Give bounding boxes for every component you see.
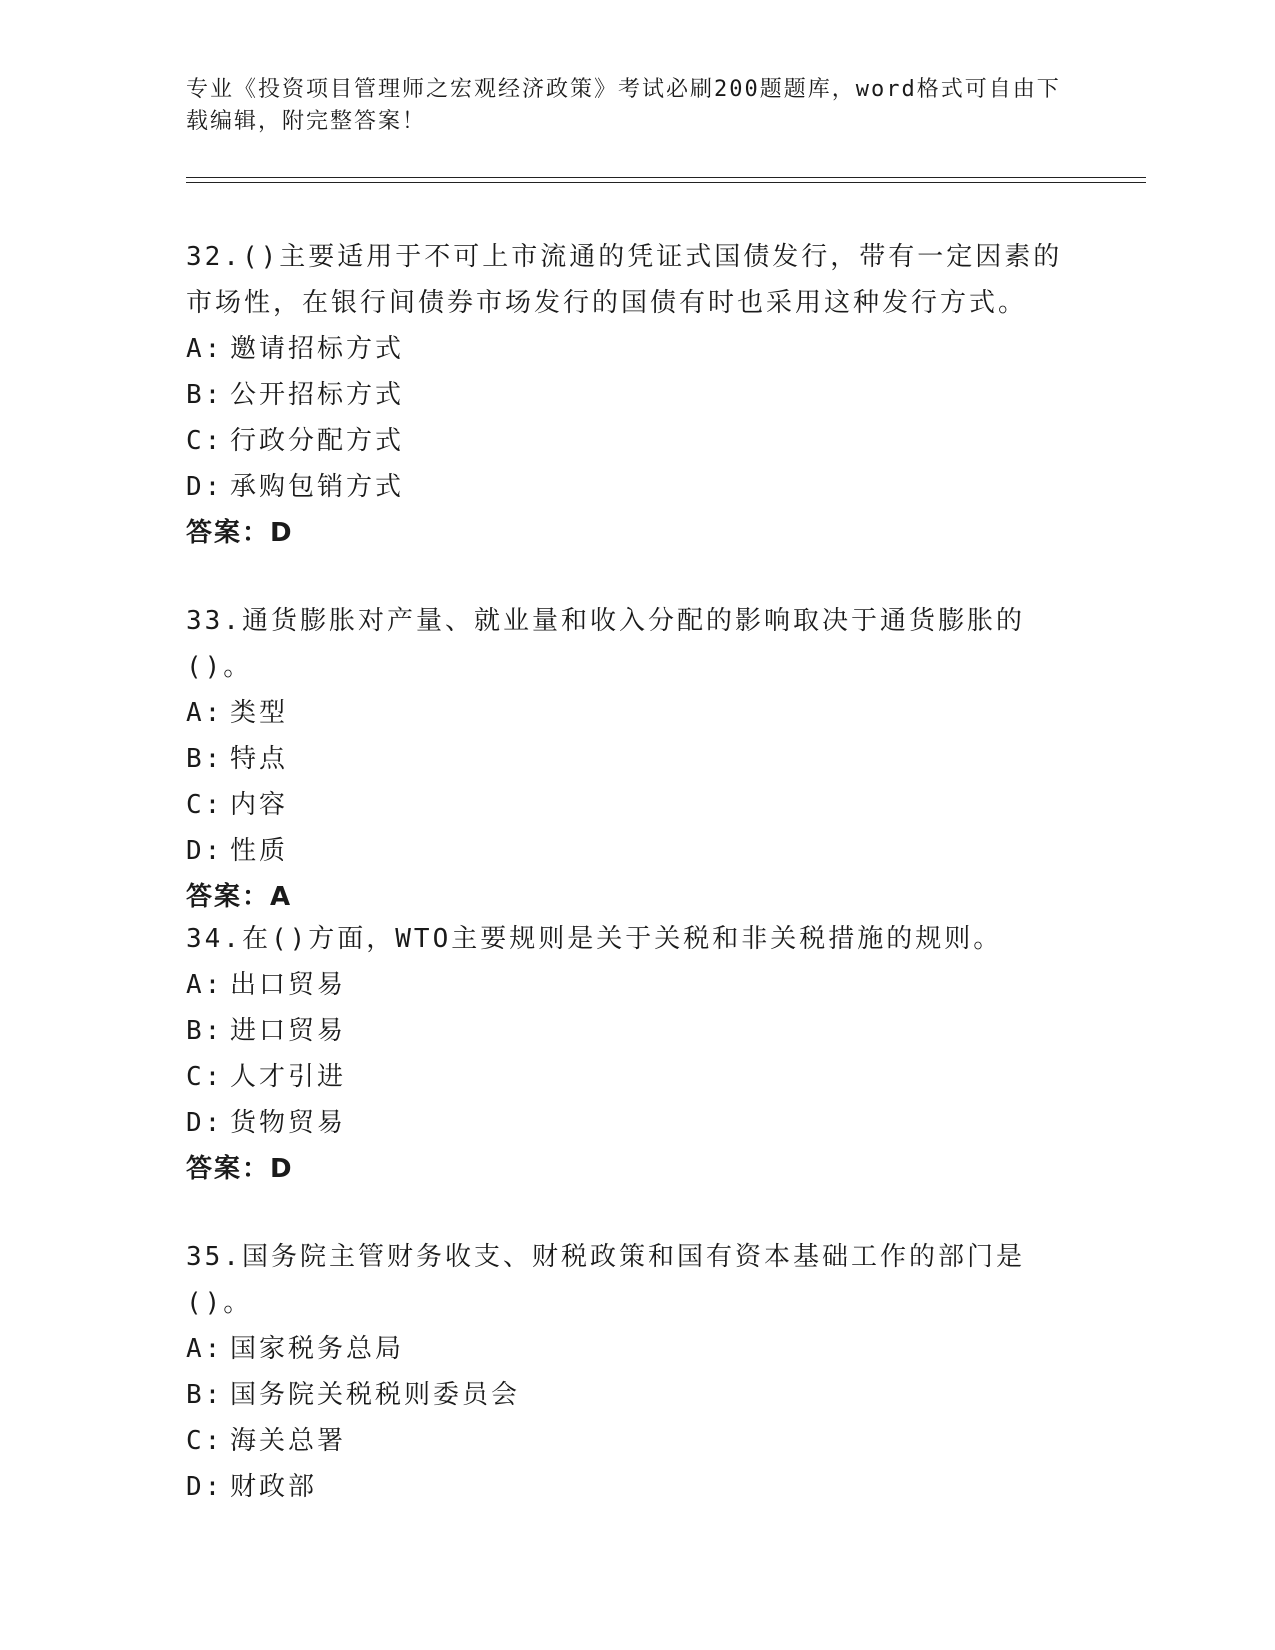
question-35 (186, 1234, 1086, 1510)
option-d (186, 1100, 1086, 1146)
option-c (186, 418, 1086, 464)
header-divider-bottom (186, 182, 1146, 183)
option-key: B: (186, 380, 224, 410)
option-key: A: (186, 970, 224, 1000)
option-text: 出口贸易 (230, 970, 347, 1000)
option-key: D: (186, 1108, 224, 1138)
option-text: 邀请招标方式 (230, 334, 405, 364)
option-text: 内容 (230, 790, 289, 820)
header-divider-top (186, 177, 1146, 178)
option-c (186, 782, 1086, 828)
question-34 (186, 916, 1086, 1192)
question-32 (186, 234, 1086, 556)
option-a (186, 1326, 1086, 1372)
option-key: C: (186, 1062, 224, 1092)
option-key: B: (186, 1380, 224, 1410)
option-key: C: (186, 790, 224, 820)
option-text: 行政分配方式 (230, 426, 405, 456)
answer: 答案：D (186, 1154, 294, 1184)
option-key: B: (186, 1016, 224, 1046)
option-text: 货物贸易 (230, 1108, 347, 1138)
option-text: 公开招标方式 (230, 380, 405, 410)
option-a (186, 962, 1086, 1008)
option-text: 承购包销方式 (230, 472, 405, 502)
option-key: D: (186, 836, 224, 866)
option-key: D: (186, 1472, 224, 1502)
question-stem: 32.()主要适用于不可上市流通的凭证式国债发行，带有一定因素的市场性，在银行间债券市场发行的国债有时也采用这种发行方式。 (186, 242, 1063, 318)
option-key: A: (186, 334, 224, 364)
option-key: D: (186, 472, 224, 502)
option-a (186, 326, 1086, 372)
option-key: A: (186, 698, 224, 728)
option-text: 财政部 (230, 1472, 318, 1502)
document-header: 专业《投资项目管理师之宏观经济政策》考试必刷200题题库，word格式可自由下载编辑，附完整答案！ (186, 77, 1061, 134)
answer: 答案：D (186, 518, 294, 548)
option-b (186, 1008, 1086, 1054)
option-key: B: (186, 744, 224, 774)
option-text: 进口贸易 (230, 1016, 347, 1046)
option-key: C: (186, 426, 224, 456)
option-d (186, 464, 1086, 510)
question-stem: 34.在()方面，WTO主要规则是关于关税和非关税措施的规则。 (186, 924, 1003, 954)
option-text: 特点 (230, 744, 289, 774)
option-key: A: (186, 1334, 224, 1364)
option-b (186, 372, 1086, 418)
option-text: 性质 (230, 836, 289, 866)
question-stem: 33.通货膨胀对产量、就业量和收入分配的影响取决于通货膨胀的()。 (186, 606, 1025, 682)
answer: 答案：A (186, 882, 293, 912)
question-33 (186, 598, 1086, 920)
option-c (186, 1054, 1086, 1100)
option-b (186, 1372, 1086, 1418)
option-key: C: (186, 1426, 224, 1456)
option-d (186, 828, 1086, 874)
option-c (186, 1418, 1086, 1464)
option-text: 类型 (230, 698, 289, 728)
option-text: 国家税务总局 (230, 1334, 405, 1364)
option-text: 人才引进 (230, 1062, 347, 1092)
option-b (186, 736, 1086, 782)
option-d (186, 1464, 1086, 1510)
option-a (186, 690, 1086, 736)
option-text: 国务院关税税则委员会 (230, 1380, 521, 1410)
option-text: 海关总署 (230, 1426, 347, 1456)
question-stem: 35.国务院主管财务收支、财税政策和国有资本基础工作的部门是()。 (186, 1242, 1025, 1318)
